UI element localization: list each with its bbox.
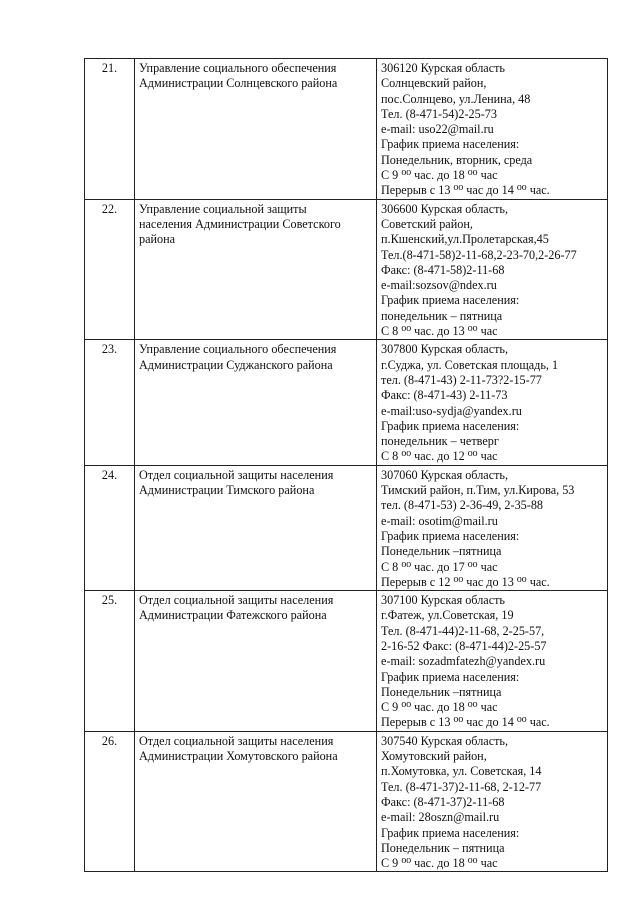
contact-info: 307100 Курская область г.Фатеж, ул.Советская, 19 Тел. (8-471-44)2-11-68, 2-25-57, 2-16-52 Факс: (8-471-44)2-25-57 e-mail: sozadmfatezh@yandex.ru График приема населения: Понедельник –пятница С 9 ⁰⁰ час. до 18 ⁰⁰ час Перерыв с 13 ⁰⁰ час до 14 ⁰⁰ час. xyxy=(377,591,608,732)
email-text: e-mail: sozadmfatezh@yandex.ru xyxy=(381,654,546,669)
contact-info: 306600 Курская область, Советский район, п.Кшенский,ул.Пролетарская,45 Тел.(8-471-58)2-11-68,2-23-70,2-26-77 Факс: (8-471-58)2-11-68 e-mail:sozsov@ndex.ru График приема населения: понедельник – пятница С 8 ⁰⁰ час. до 13 ⁰⁰ час xyxy=(377,199,608,340)
contact-info: 307060 Курская область, Тимский район, п.Тим, ул.Кирова, 53 тел. (8-471-53) 2-36-49, 2-35-88 e-mail: osotim@mail.ru График приема населения: Понедельник –пятница С 8 ⁰⁰ час. до 17 ⁰⁰ час Перерыв с 12 ⁰⁰ час до 13 ⁰⁰ час. xyxy=(377,465,608,590)
email-text: e-mail: uso22@mail.ru xyxy=(381,122,494,137)
row-number: 22. xyxy=(85,199,135,340)
contact-info: 306120 Курская область Солнцевский район, пос.Солнцево, ул.Ленина, 48 Тел. (8-471-54)2-25-73 e-mail: uso22@mail.ru График приема населения: Понедельник, вторник, среда С 9 ⁰⁰ час. до 18 ⁰⁰ час Перерыв с 13 ⁰⁰ час до 14 ⁰⁰ час. xyxy=(377,59,608,200)
email-text: e-mail:sozsov@ndex.ru xyxy=(381,278,497,293)
table-row xyxy=(85,59,608,200)
row-number: 21. xyxy=(85,59,135,200)
table-row xyxy=(85,340,608,465)
organization-name: Управление социального обеспечения Администрации Солнцевского района xyxy=(135,59,377,200)
organization-name: Отдел социальной защиты населения Администрации Фатежского района xyxy=(135,591,377,732)
organization-name: Управление социального обеспечения Администрации Суджанского района xyxy=(135,340,377,465)
social-protection-table xyxy=(84,58,608,872)
row-number: 25. xyxy=(85,591,135,732)
email-text: e-mail: 28oszn@mail.ru xyxy=(381,810,500,825)
row-number: 23. xyxy=(85,340,135,465)
table-row xyxy=(85,731,608,872)
contact-info: 307800 Курская область, г.Суджа, ул. Советская площадь, 1 тел. (8-471-43) 2-11-73?2-15-77 Факс: (8-471-43) 2-11-73 e-mail:uso-sydja@yandex.ru График приема населения: понедельник – четверг С 8 ⁰⁰ час. до 12 ⁰⁰ час xyxy=(377,340,608,465)
email-text: e-mail: osotim@mail.ru xyxy=(381,513,498,528)
table-row xyxy=(85,465,608,590)
contact-info: 307540 Курская область, Хомутовский район, п.Хомутовка, ул. Советская, 14 Тел. (8-471-37)2-11-68, 2-12-77 Факс: (8-471-37)2-11-68 e-mail: 28oszn@mail.ru График приема населения: Понедельник – пятница С 9 ⁰⁰ час. до 18 ⁰⁰ час xyxy=(377,731,608,872)
organization-name: Отдел социальной защиты населения Администрации Хомутовского района xyxy=(135,731,377,872)
row-number: 26. xyxy=(85,731,135,872)
email-text: e-mail:uso-sydja@yandex.ru xyxy=(381,403,522,418)
organization-name: Отдел социальной защиты населения Администрации Тимского района xyxy=(135,465,377,590)
table-row xyxy=(85,591,608,732)
row-number: 24. xyxy=(85,465,135,590)
table-row xyxy=(85,199,608,340)
organization-name: Управление социальной защиты населения Администрации Советского района xyxy=(135,199,377,340)
